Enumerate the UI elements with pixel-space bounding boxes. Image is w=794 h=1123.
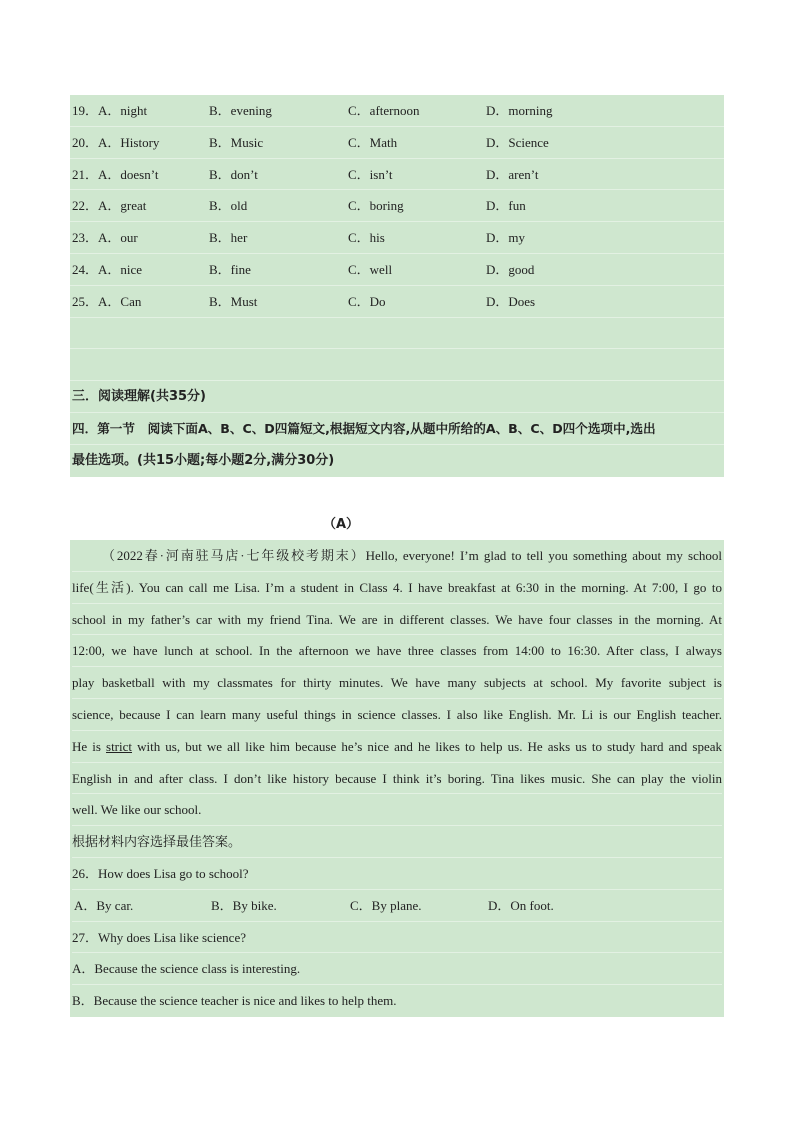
passage-block — [70, 540, 724, 1017]
question-26-options — [72, 890, 722, 922]
section-four-text-1: 四．第一节 阅读下面A、B、C、D四篇短文,根据短文内容,从题中所给的A、B、C、D四个选项中,选出 — [72, 420, 656, 436]
section-four-heading-line1 — [70, 413, 724, 445]
option-a: A．night — [98, 103, 148, 118]
question-number-a — [72, 159, 158, 191]
option-b: B．By bike. — [211, 897, 277, 913]
passage-line: well. We like our school. — [72, 794, 722, 826]
question-number: 23． — [72, 230, 99, 246]
option-d: D．Does — [486, 293, 536, 309]
passage-text: He is — [72, 738, 107, 754]
question-27-option-a: A．Because the science class is interesting. — [72, 953, 722, 985]
passage-line: 12:00, we have lunch at school. In the afternoon we have three classes from 14:00 to 16:30. After class, I always — [72, 635, 722, 667]
option-d: D．aren’t — [486, 166, 539, 182]
passage-line: science, because I can learn many useful things in science classes. I also like English. Mr. Li is our English teacher. — [72, 699, 722, 731]
question-number-a — [72, 95, 147, 127]
question-25 — [70, 286, 724, 318]
question-number: 22． — [72, 198, 99, 214]
passage-text: with us, but we all like him because he’s nice and he likes to help us. He asks us to study hard and speak — [132, 738, 722, 754]
passage-title — [0, 513, 682, 532]
instruction-line: 根据材料内容选择最佳答案。 — [72, 826, 722, 858]
question-number-a — [72, 127, 159, 159]
option-b: B．old — [209, 198, 248, 214]
passage-line — [72, 731, 722, 763]
option-d: D．my — [486, 230, 526, 246]
question-19 — [70, 95, 724, 127]
question-number: 19． — [72, 103, 99, 118]
question-20 — [70, 127, 724, 159]
option-c: C．his — [348, 230, 385, 246]
option-b: B．her — [209, 230, 248, 246]
passage-line: （2022春·河南驻马店·七年级校考期末）Hello, everyone! I’m glad to tell you something about my school — [72, 540, 722, 572]
option-a: A．our — [98, 230, 138, 246]
section-four-heading-line2 — [70, 445, 724, 477]
options-block-top — [70, 95, 724, 477]
blank-line — [70, 318, 724, 350]
option-a: A．nice — [98, 261, 143, 277]
option-d: D．On foot. — [488, 897, 554, 913]
section-three-heading — [70, 381, 724, 413]
option-c: C．boring — [348, 198, 404, 214]
option-c: C．afternoon — [348, 103, 420, 118]
question-22 — [70, 190, 724, 222]
section-four-text-2: 最佳选项。(共15小题;每小题2分,满分30分) — [72, 452, 335, 468]
passage-line: life(生活). You can call me Lisa. I’m a student in Class 4. I have breakfast at 6:30 in the morning. At 7:00, I go to — [72, 572, 722, 604]
option-c: C．well — [348, 261, 393, 277]
option-b: B．Music — [209, 134, 264, 150]
question-number: 20． — [72, 134, 99, 150]
option-b: B．evening — [209, 103, 272, 118]
underlined-word: strict — [106, 738, 133, 754]
option-d: D．fun — [486, 198, 526, 214]
option-b: B．don’t — [209, 166, 258, 182]
question-number: 21． — [72, 166, 99, 182]
option-c: C．Do — [348, 293, 386, 309]
passage-line: play basketball with my classmates for thirty minutes. We have many subjects at school. My favorite subject is — [72, 667, 722, 699]
question-23 — [70, 222, 724, 254]
question-number: 24． — [72, 261, 99, 277]
question-number-a — [72, 254, 142, 286]
question-27-option-b: B．Because the science teacher is nice and likes to help them. — [72, 993, 397, 1009]
question-21 — [70, 159, 724, 191]
question-27-stem: 27．Why does Lisa like science? — [72, 922, 722, 954]
passage-line: English in and after class. I don’t like history because I think it’s boring. Tina likes music. She can play the violin — [72, 763, 722, 795]
question-24 — [70, 254, 724, 286]
option-d: D．Science — [486, 134, 549, 150]
option-b: B．fine — [209, 261, 251, 277]
question-number-a — [72, 190, 146, 222]
option-c: C．isn’t — [348, 166, 393, 182]
option-a: A．doesn’t — [98, 166, 159, 182]
option-a: A．Can — [98, 293, 142, 309]
option-a: A．History — [98, 134, 160, 150]
blank-line — [70, 349, 724, 381]
question-26-stem: 26．How does Lisa go to school? — [72, 858, 722, 890]
passage-line: school in my father’s car with my friend Tina. We are in different classes. We have four classes in the morning. At — [72, 604, 722, 636]
option-a: A．By car. — [74, 897, 134, 913]
option-b: B．Must — [209, 293, 258, 309]
option-a: A．great — [98, 198, 147, 214]
question-number: 25． — [72, 293, 99, 309]
option-d: D．good — [486, 261, 535, 277]
option-c: C．By plane. — [350, 897, 422, 913]
question-number-a — [72, 286, 141, 318]
section-three-text: 三．阅读理解(共35分) — [72, 389, 206, 405]
passage-title-text: （A） — [322, 517, 360, 532]
option-c: C．Math — [348, 134, 398, 150]
option-d: D．morning — [486, 103, 553, 118]
question-number-a — [72, 222, 138, 254]
